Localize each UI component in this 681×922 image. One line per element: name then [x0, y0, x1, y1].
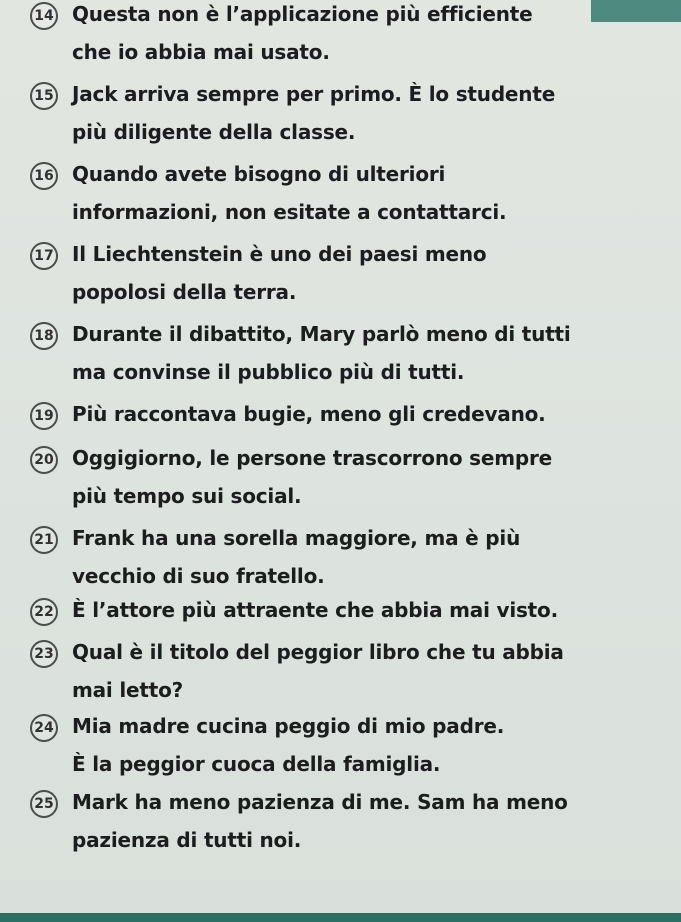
sentence-line: Frank ha una sorella maggiore, ma è più — [72, 526, 521, 550]
sentence-line: Più raccontava bugie, meno gli credevano. — [72, 402, 546, 426]
item-number-badge: 14 — [30, 2, 58, 30]
page-bottom-edge — [0, 913, 681, 922]
page-top-edge — [591, 0, 681, 22]
item-number-badge: 15 — [30, 82, 58, 110]
item-number-badge: 18 — [30, 322, 58, 350]
sentence-line: Jack arriva sempre per primo. È lo studente — [72, 82, 556, 106]
item-number-badge: 19 — [30, 402, 58, 430]
sentence-line: Mia madre cucina peggio di mio padre. — [72, 714, 505, 738]
sentence-line: È la peggior cuoca della famiglia. — [72, 752, 441, 776]
sentence-line: informazioni, non esitate a contattarci. — [72, 200, 507, 224]
sentence-line: più tempo sui social. — [72, 484, 302, 508]
sentence-line: pazienza di tutti noi. — [72, 828, 302, 852]
sentence-line: Il Liechtenstein è uno dei paesi meno — [72, 242, 487, 266]
sentence-line: Mark ha meno pazienza di me. Sam ha meno — [72, 790, 568, 814]
item-number-badge: 16 — [30, 162, 58, 190]
item-number-badge: 17 — [30, 242, 58, 270]
item-number-badge: 22 — [30, 598, 58, 626]
item-number-badge: 21 — [30, 526, 58, 554]
sentence-line: ma convinse il pubblico più di tutti. — [72, 360, 465, 384]
sentence-line: Oggigiorno, le persone trascorrono sempre — [72, 446, 553, 470]
sentence-line: Qual è il titolo del peggior libro che tu abbia — [72, 640, 564, 664]
sentence-line: Questa non è l’applicazione più efficiente — [72, 2, 533, 26]
sentence-line: È l’attore più attraente che abbia mai visto. — [72, 598, 558, 622]
item-number-badge: 25 — [30, 790, 58, 818]
sentence-line: più diligente della classe. — [72, 120, 356, 144]
sentence-line: Quando avete bisogno di ulteriori — [72, 162, 446, 186]
item-number-badge: 20 — [30, 446, 58, 474]
item-number-badge: 23 — [30, 640, 58, 668]
sentence-line: che io abbia mai usato. — [72, 40, 330, 64]
sentence-line: popolosi della terra. — [72, 280, 297, 304]
item-number-badge: 24 — [30, 714, 58, 742]
sentence-line: Durante il dibattito, Mary parlò meno di tutti — [72, 322, 571, 346]
sentence-line: vecchio di suo fratello. — [72, 564, 325, 588]
sentence-line: mai letto? — [72, 678, 184, 702]
